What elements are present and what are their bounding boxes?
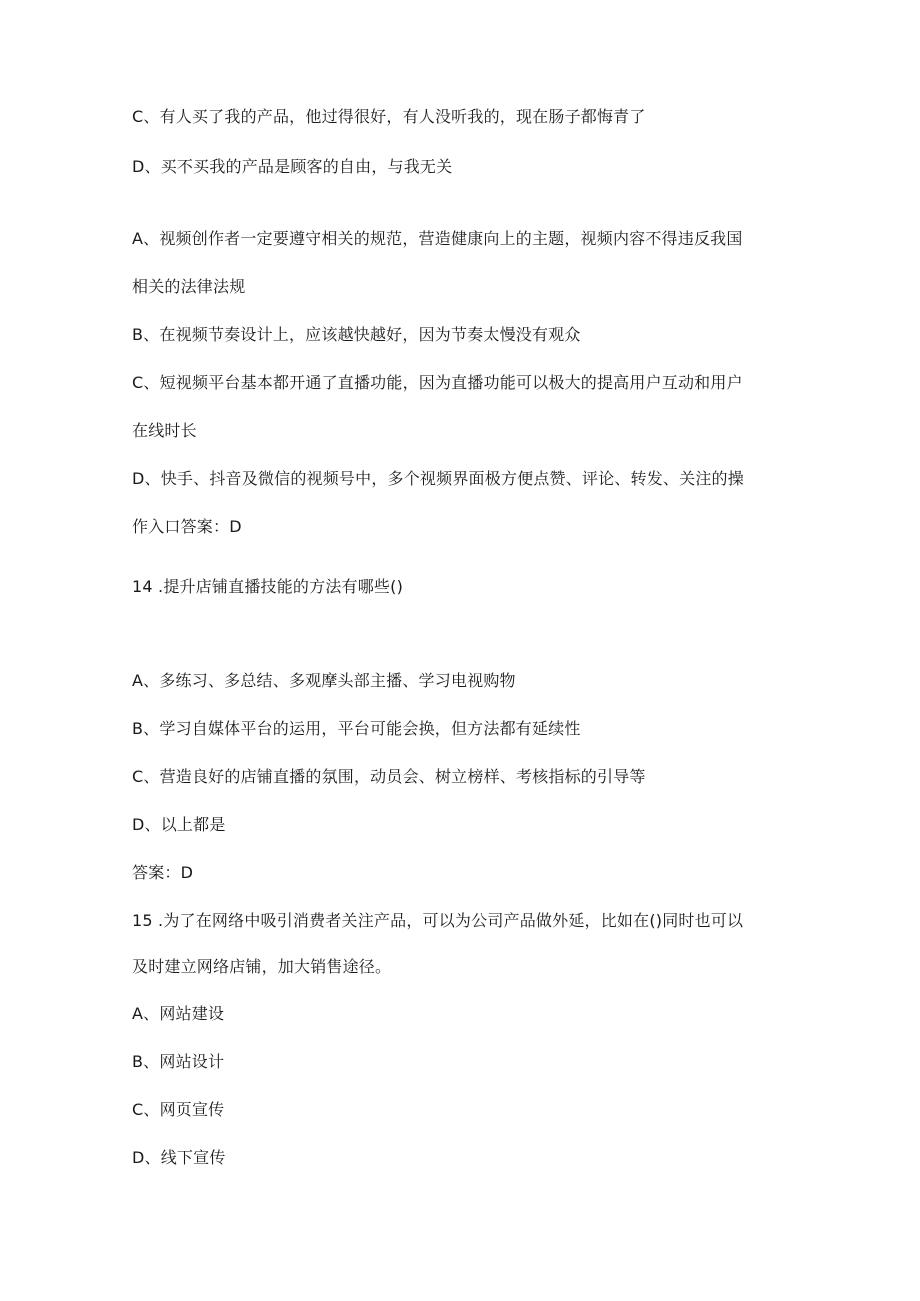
option-c-text: C、网页宣传 (132, 1100, 225, 1119)
option-b-text: B、网站设计 (132, 1052, 225, 1071)
question-14: 14 .提升店铺直播技能的方法有哪些() (132, 577, 404, 596)
option-a-text-cont: 相关的法律法规 (132, 277, 246, 296)
option-b-text: B、在视频节奏设计上，应该越快越好，因为节奏太慢没有观众 (132, 325, 581, 344)
option-d-text: D、线下宣传 (132, 1148, 226, 1167)
question-15-cont: 及时建立网络店铺，加大销售途径。 (132, 957, 392, 976)
option-d-text: D、买不买我的产品是顾客的自由，与我无关 (132, 157, 453, 176)
option-a-text: A、视频创作者一定要遵守相关的规范，营造健康向上的主题，视频内容不得违反我国 (132, 229, 743, 248)
option-c-text-cont: 在线时长 (132, 421, 197, 440)
option-b-text: B、学习自媒体平台的运用，平台可能会换，但方法都有延续性 (132, 719, 581, 738)
option-a-text: A、网站建设 (132, 1004, 225, 1023)
option-d-text: D、以上都是 (132, 815, 226, 834)
option-c-text: C、营造良好的店铺直播的氛围，动员会、树立榜样、考核指标的引导等 (132, 767, 646, 786)
answer-line: 作入口答案：D (132, 517, 242, 536)
option-c-text: C、短视频平台基本都开通了直播功能，因为直播功能可以极大的提高用户互动和用户 (132, 373, 743, 392)
question-15: 15 .为了在网络中吸引消费者关注产品，可以为公司产品做外延，比如在()同时也可以 (132, 911, 744, 930)
answer-line: 答案：D (132, 863, 194, 882)
option-d-text: D、快手、抖音及微信的视频号中，多个视频界面极方便点赞、评论、转发、关注的操 (132, 469, 744, 488)
option-a-text: A、多练习、多总结、多观摩头部主播、学习电视购物 (132, 671, 516, 690)
option-c-text: C、有人买了我的产品，他过得很好，有人没听我的，现在肠子都悔青了 (132, 107, 646, 126)
